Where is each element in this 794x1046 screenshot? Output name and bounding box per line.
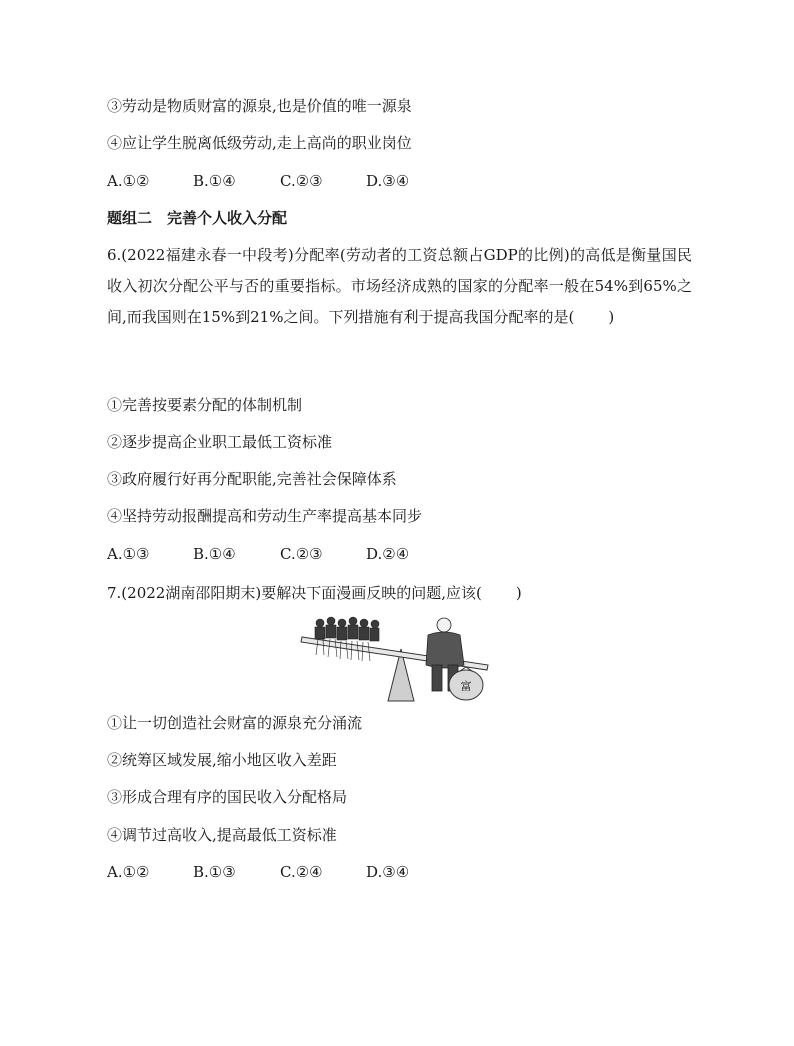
money-bag-label: 富 xyxy=(460,680,472,693)
q5-item-3: ③劳动是物质财富的源泉,也是价值的唯一源泉 xyxy=(107,97,412,115)
q6-option-a: A.①③ xyxy=(107,545,150,563)
q6-option-b: B.①④ xyxy=(193,545,236,563)
q7-option-d: D.③④ xyxy=(366,863,410,881)
q7-item-2: ②统筹区域发展,缩小地区收入差距 xyxy=(107,751,337,769)
q6-item-1: ①完善按要素分配的体制机制 xyxy=(107,396,303,414)
q5-options xyxy=(107,170,409,192)
q5-item-4: ④应让学生脱离低级劳动,走上高尚的职业岗位 xyxy=(107,134,412,152)
q6-item-4: ④坚持劳动报酬提高和劳动生产率提高基本同步 xyxy=(107,507,423,525)
q7-item-1: ①让一切创造社会财富的源泉充分涌流 xyxy=(107,714,363,732)
q7-options xyxy=(107,861,409,883)
q5-option-a: A.①② xyxy=(107,172,150,190)
q5-option-c: C.②③ xyxy=(280,172,323,190)
q7-stem-text: 7.(2022湖南邵阳期末)要解决下面漫画反映的问题,应该( xyxy=(107,584,482,602)
q6-stem xyxy=(107,240,692,333)
q6-stem-text: 6.(2022福建永春一中段考)分配率(劳动者的工资总额占GDP的比例)的高低是衡量国民收入初次分配公平与否的重要指标。市场经济成熟的国家的分配率一般在54%到65%之间,而我国则在15%到21%之间。下列措施有利于提高我国分配率的是( xyxy=(107,246,692,326)
q6-options xyxy=(107,543,409,565)
q7-option-b: B.①③ xyxy=(193,863,236,881)
q6-item-3: ③政府履行好再分配职能,完善社会保障体系 xyxy=(107,470,397,488)
q7-option-c: C.②④ xyxy=(280,863,323,881)
q6-item-2: ②逐步提高企业职工最低工资标准 xyxy=(107,433,333,451)
q6-option-d: D.②④ xyxy=(366,545,410,563)
q6-stem-close: ) xyxy=(608,308,615,326)
section-heading: 题组二 完善个人收入分配 xyxy=(107,209,288,227)
q5-option-d: D.③④ xyxy=(366,172,410,190)
q5-option-b: B.①④ xyxy=(193,172,236,190)
q7-item-4: ④调节过高收入,提高最低工资标准 xyxy=(107,826,337,844)
q6-option-c: C.②③ xyxy=(280,545,323,563)
q7-option-a: A.①② xyxy=(107,863,150,881)
q7-item-3: ③形成合理有序的国民收入分配格局 xyxy=(107,788,348,806)
q7-stem-close: ) xyxy=(515,584,522,602)
q7-stem xyxy=(107,578,692,609)
seesaw-cartoon xyxy=(296,615,496,705)
crowd-figures xyxy=(315,617,379,661)
